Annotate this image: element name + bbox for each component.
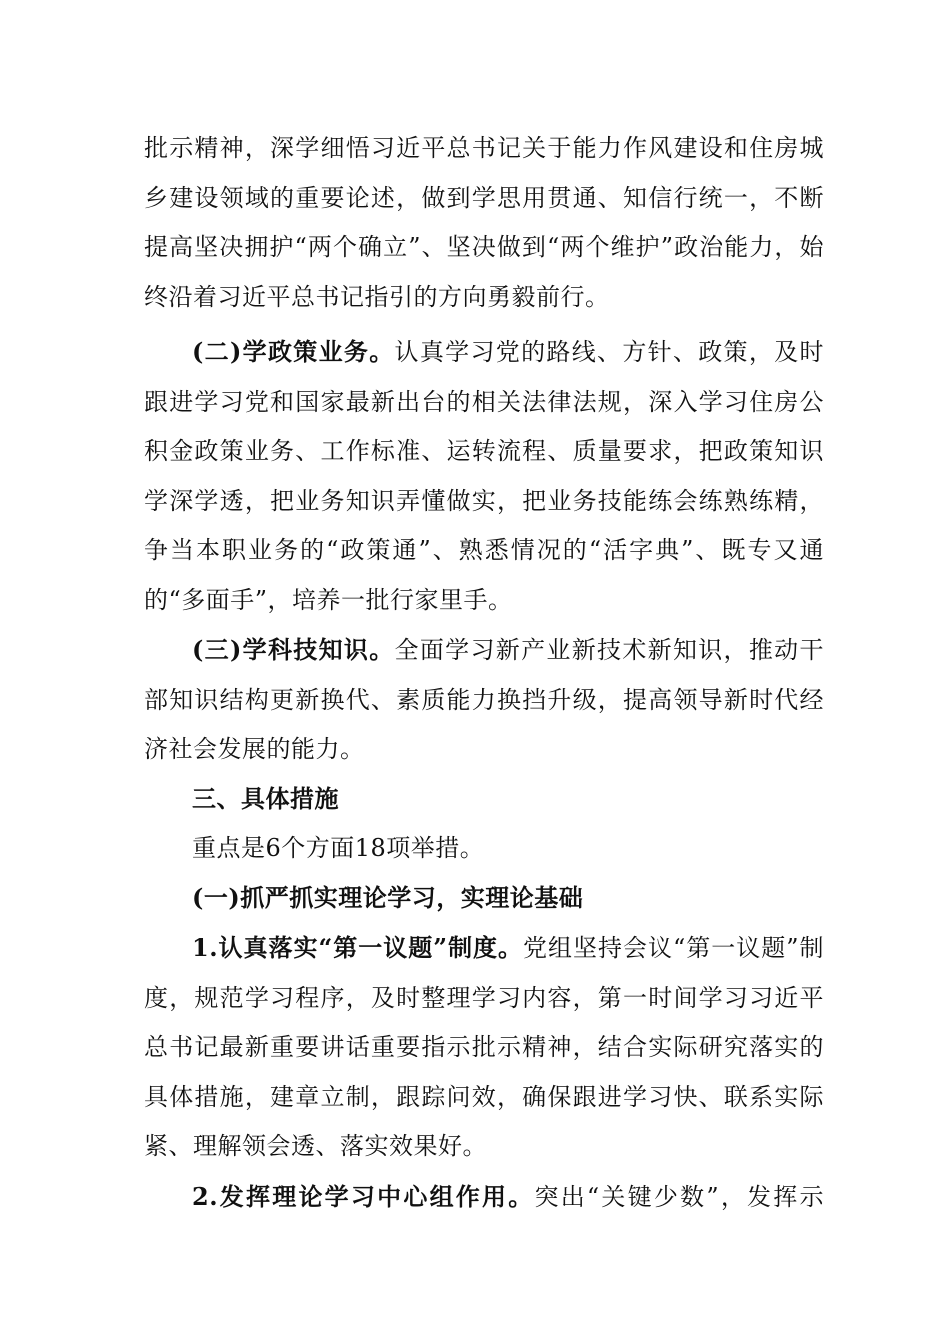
paragraph-heading: 1.认真落实“第一议题”制度。 [192,933,524,962]
paragraph-text: 党组坚持会议“第一议题”制度，规范学习程序，及时整理学习内容，第一时间学习习近平总书记最新重要讲话重要指示批示精神，结合实际研究落实的具体措施，建章立制，跟踪问效，确保跟进学习快、联系实际紧、理解领会透、落实效果好。 [144,934,824,1160]
paragraph-heading: (二)学政策业务。 [192,337,395,366]
paragraph-text: 突出“关键少数”，发挥示 [534,1183,824,1211]
subsection-title: (一)抓严抓实理论学习，实理论基础 [192,883,584,912]
section-title: 三、具体措施 [192,784,339,813]
paragraph-text: 认真学习党的路线、方针、政策，及时跟进学习党和国家最新出台的相关法律法规，深入学习住房公积金政策业务、工作标准、运转流程、质量要求，把政策知识学深学透，把业务知识弄懂做实，把业务技能练会练熟练精，争当本职业务的“政策通”、熟悉情况的“活字典”、既专又通的“多面手”，培养一批行家里手。 [144,338,824,614]
paragraph-central-group [144,1172,824,1223]
paragraph-heading: (三)学科技知识。 [192,635,395,664]
paragraph-heading: 2.发挥理论学习中心组作用。 [192,1182,535,1211]
paragraph-text: 批示精神，深学细悟习近平总书记关于能力作风建设和住房城乡建设领域的重要论述，做到学思用贯通、知信行统一，不断提高坚决拥护“两个确立”、坚决做到“两个维护”政治能力，始终沿着习近平总书记指引的方向勇毅前行。 [144,134,824,311]
paragraph-first-topic [144,923,824,1172]
paragraph-political-spirit [144,124,824,322]
summary-line: 重点是6个方面18项举措。 [192,834,485,862]
paragraph-text: 全面学习新产业新技术新知识，推动干部知识结构更新换代、素质能力换挡升级，提高领导新时代经济社会发展的能力。 [144,636,824,763]
paragraph-tech-study [144,625,824,775]
paragraph-policy-study [144,327,824,625]
